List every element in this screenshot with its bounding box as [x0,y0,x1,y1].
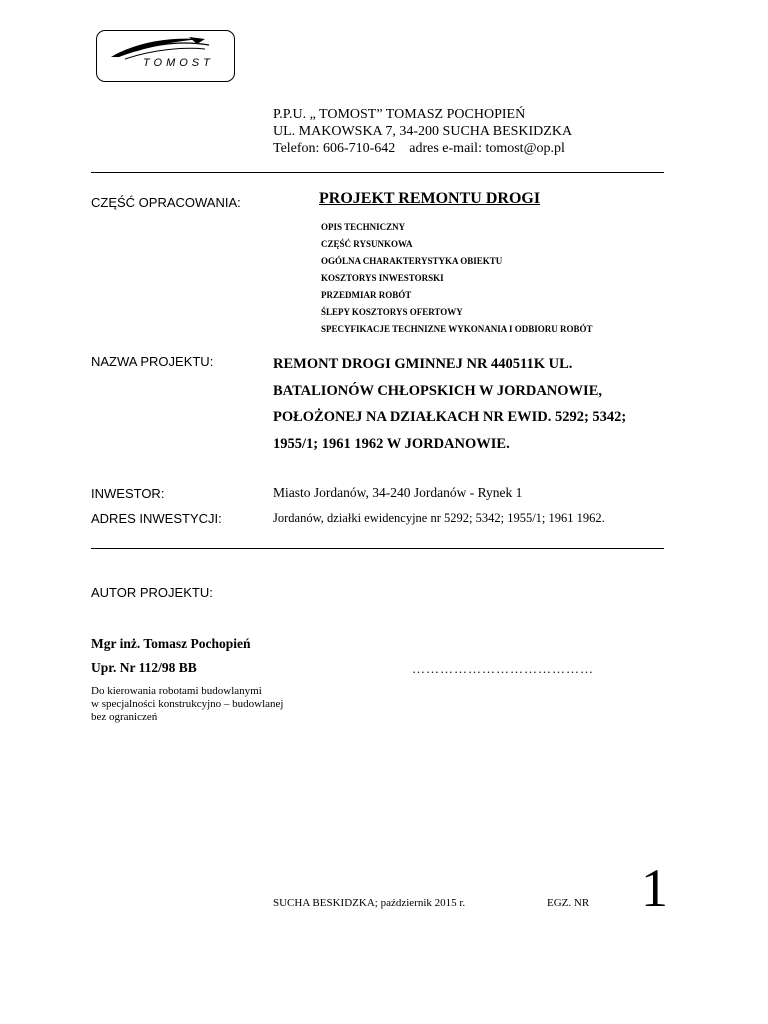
part-item: OGÓLNA CHARAKTERYSTYKA OBIEKTU [321,256,503,266]
company-header [273,106,572,157]
place-and-date: SUCHA BESKIDZKA; październik 2015 r. [273,897,466,909]
project-name-line: BATALIONÓW CHŁOPSKICH W JORDANOWIE, [273,382,602,399]
author-license: Upr. Nr 112/98 BB [91,660,197,675]
divider-bottom [91,548,664,549]
part-item: SPECYFIKACJE TECHNIZNE WYKONANIA I ODBIORU ROBÓT [321,324,593,334]
copy-number: 1 [641,858,668,918]
company-name: P.P.U. „ TOMOST” TOMASZ POCHOPIEŃ [273,107,526,122]
company-logo [96,30,235,82]
part-item: OPIS TECHNICZNY [321,222,406,232]
investor-label: INWESTOR: [91,486,165,501]
signature-line: ………………………………… [412,661,594,676]
document-parts-list [321,219,592,338]
copy-number-label: EGZ. NR [547,897,590,909]
project-name-line: POŁOŻONEJ NA DZIAŁKACH NR EWID. 5292; 5342; [273,409,627,425]
author-name: Mgr inż. Tomasz Pochopień [91,636,251,651]
divider-top [91,172,664,173]
investor-value: Miasto Jordanów, 34-240 Jordanów - Rynek 1 [273,485,523,500]
address-value: Jordanów, działki ewidencyjne nr 5292; 5342; 1955/1; 1961 1962. [273,511,605,525]
company-address: UL. MAKOWSKA 7, 34-200 SUCHA BESKIDZKA [273,124,573,139]
document-title: PROJEKT REMONTU DROGI [319,190,541,207]
part-item: CZĘŚĆ RYSUNKOWA [321,239,413,249]
company-contact: Telefon: 606-710-642 adres e-mail: tomost@op.pl [273,141,565,156]
part-item: PRZEDMIAR ROBÓT [321,290,412,300]
author-label: AUTOR PROJEKTU: [91,585,213,600]
license-scope-note [91,685,283,724]
part-item: ŚLEPY KOSZTORYS OFERTOWY [321,307,463,317]
note-line: w specjalności konstrukcyjno – budowlanej [91,698,284,710]
section-label: CZĘŚĆ OPRACOWANIA: [91,195,241,210]
project-label: NAZWA PROJEKTU: [91,354,214,369]
note-line: Do kierowania robotami budowlanymi [91,685,262,697]
project-name-line: REMONT DROGI GMINNEJ NR 440511K UL. [273,356,573,372]
note-line: bez ograniczeń [91,711,158,723]
part-item: KOSZTORYS INWESTORSKI [321,273,444,283]
logo-wordmark: TOMOST [143,57,214,69]
project-name-line: 1955/1; 1961 1962 W JORDANOWIE. [273,435,510,452]
address-label: ADRES INWESTYCJI: [91,511,222,526]
project-name [273,351,626,457]
